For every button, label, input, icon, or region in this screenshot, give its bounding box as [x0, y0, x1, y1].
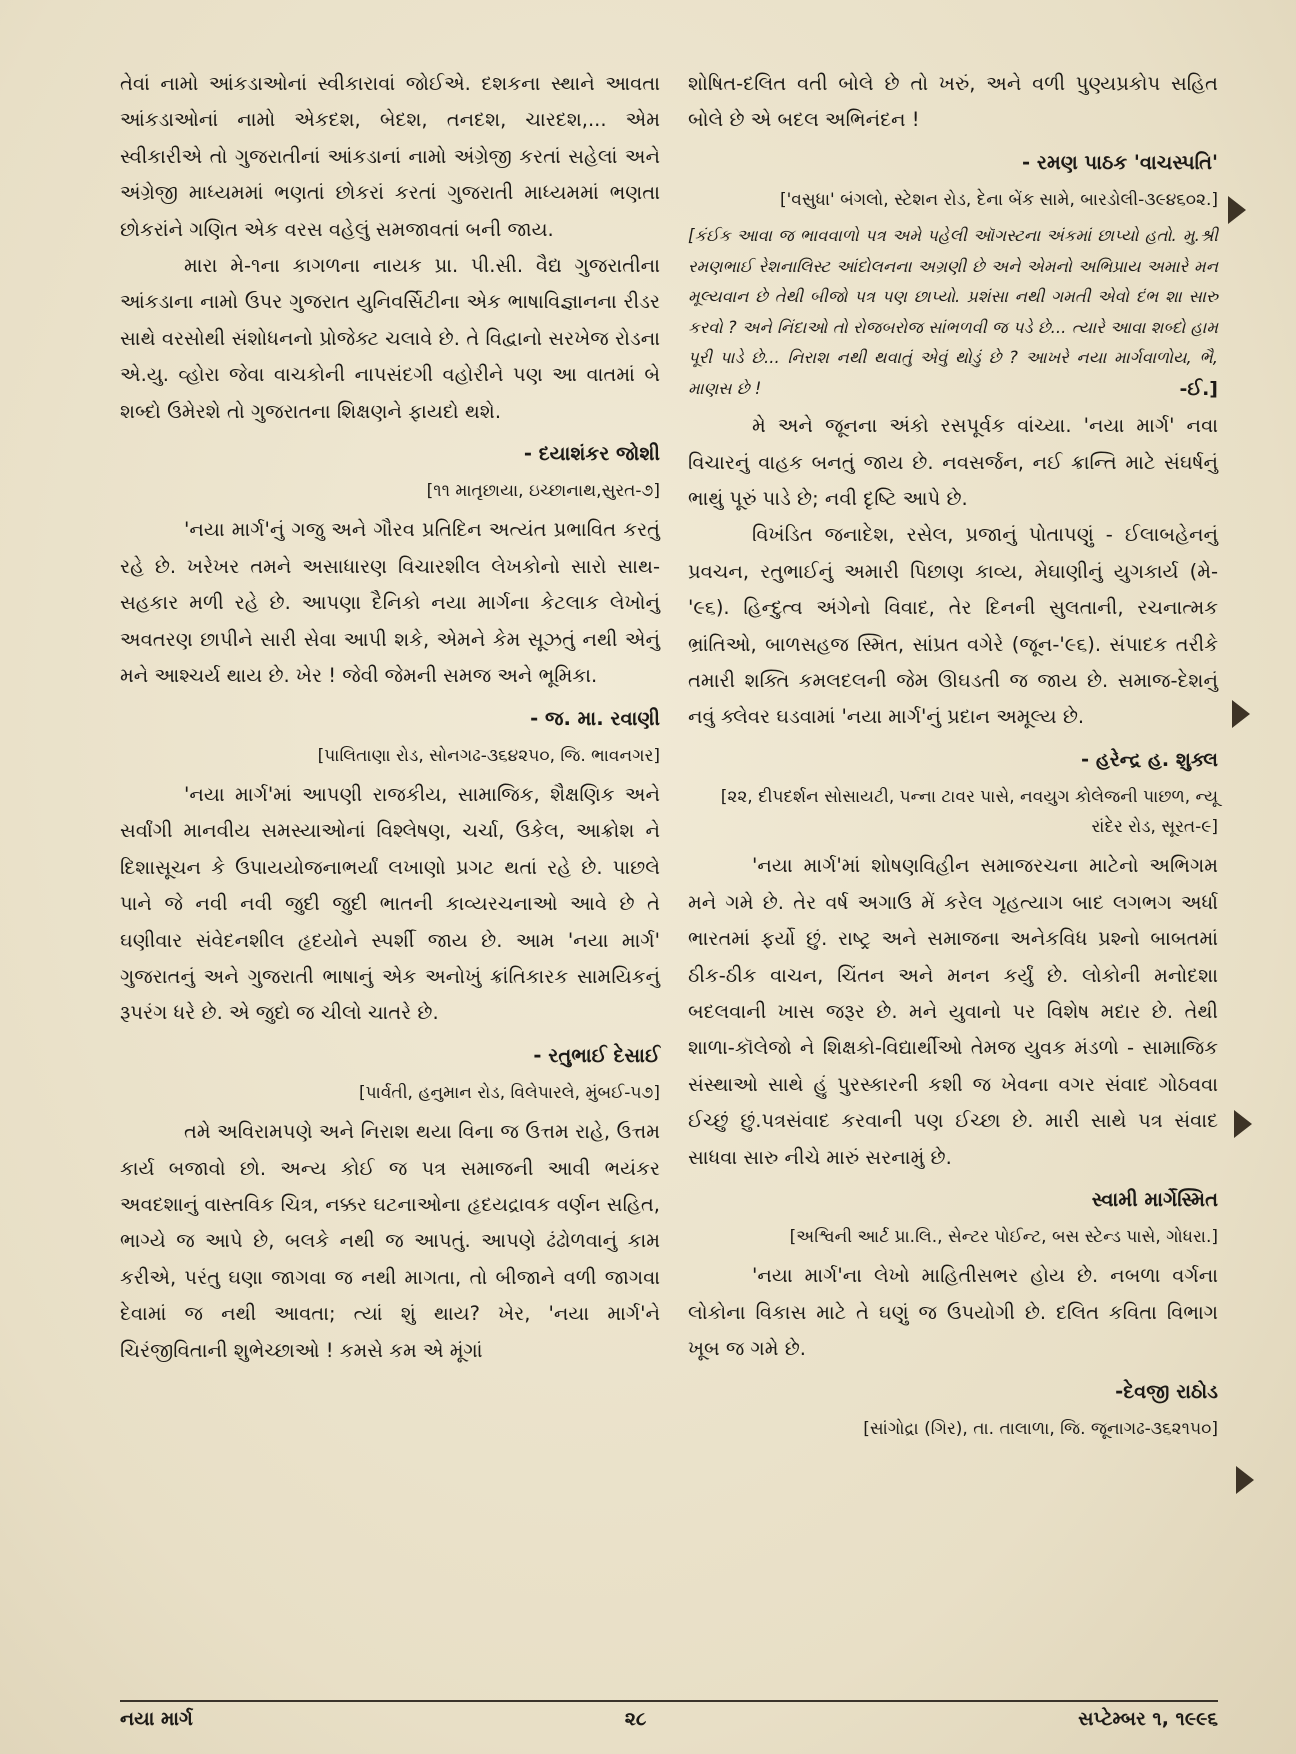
editor-note-text: [કંઈક આવા જ ભાવવાળો પત્ર અમે પહેલી ઑગસ્ટના અંકમાં છાપ્યો હતો. મુ.શ્રી રમણભાઈ રેશનાલિસ્ટ આંદોલનના અગ્રણી છે અને એમનો અભિપ્રાય અમારે મન મૂલ્યવાન છે તેથી બીજો પત્ર પણ છાપ્યો. પ્રશંસા નથી ગમતી એવો દંભ શા સારુ કરવો ? અને નિંદાઓ તો રોજબરોજ સાંભળવી જ પડે છે... ત્યારે આવા શબ્દો હામ પૂરી પાડે છે... નિરાશ નથી થવાતું એવું થોડું છે ? આખરે નયા માર્ગવાળોય, ભૈ, માણસ છે !	[688, 226, 1218, 398]
letter-paragraph: શોષિત-દલિત વતી બોલે છે તો ખરું, અને વળી પુણ્યપ્રકોપ સહિત બોલે છે એ બદલ અભિનંદન !	[688, 72, 1218, 132]
footer-title: નયા માર્ગ	[120, 1708, 193, 1730]
letter-address: [સાંગોદ્રા (ગિર), તા. તાલાળા, જિ. જૂનાગઢ-૩૬૨૧૫૦]	[863, 1418, 1218, 1439]
letter-paragraph: 'નયા માર્ગ'નું ગજુ અને ગૌરવ પ્રતિદિન અત્યંત પ્રભાવિત કરતું રહે છે. ખરેખર તમને અસાધારણ વિચારશીલ લેખકોનો સારો સાથ-સહકાર મળી રહે છે. આપણા દૈનિકો નયા માર્ગના કેટલાક લેખોનું અવતરણ છાપીને સારી સેવા આપી શકે, એમને કેમ સૂઝતું નથી એનું મને આશ્ચર્ય થાય છે. ખેર ! જેવી જેમની સમજ અને ભૂમિકા.	[120, 518, 660, 688]
letter-signature: - હરેન્દ્ર હ. શુક્લ	[1080, 747, 1218, 771]
letter-paragraph: મારા મે-૧ના કાગળના નાયક પ્રા. પી.સી. વૈદ્ય ગુજરાતીના આંકડાના નામો ઉપર ગુજરાત યુનિવર્સિટીના એક ભાષાવિજ્ઞાનના રીડર સાથે વરસોથી સંશોધનનો પ્રોજેક્ટ ચલાવે છે. તે વિદ્વાનો સરખેજ રોડના એ.યુ. વ્હોરા જેવા વાચકોની નાપસંદગી વહોરીને પણ આ વાતમાં બે શબ્દો ઉમેરશે તો ગુજરાતના શિક્ષણને ફાયદો થશે.	[120, 254, 660, 423]
letter-paragraph: 'નયા માર્ગ'માં શોષણવિહીન સમાજરચના માટેનો અભિગમ મને ગમે છે. તેર વર્ષ અગાઉ મેં કરેલ ગૃહત્યાગ બાદ લગભગ અર્ધા ભારતમાં ફર્યો છું. રાષ્ટ્ર અને સમાજના અનેકવિધ પ્રશ્નો બાબતમાં ઠીક-ઠીક વાચન, ચિંતન અને મનન કર્યું છે. લોકોની મનોદશા બદલવાની ખાસ જરૂર છે. મને યુવાનો પર વિશેષ મદાર છે. તેથી શાળા-કૉલેજો ને શિક્ષકો-વિદ્યાર્થીઓ તેમજ યુવક મંડળો - સામાજિક સંસ્થાઓ સાથે હું પુરસ્કારની કશી જ ખેવના વગર સંવાદ ગોઠવવા ઈચ્છું છું.પત્રસંવાદ કરવાની પણ ઈચ્છા છે. મારી સાથે પત્ર સંવાદ સાધવા સારુ નીચે મારું સરનામું છે.	[688, 854, 1218, 1169]
page-footer	[120, 1708, 1218, 1730]
letter-paragraph: 'નયા માર્ગ'માં આપણી રાજકીય, સામાજિક, શૈક્ષણિક અને સર્વાંગી માનવીય સમસ્યાઓનાં વિશ્લેષણ, ચર્ચા, ઉકેલ, આક્રોશ ને દિશાસૂચન કે ઉપાયયોજનાભર્યાં લખાણો પ્રગટ થતાં રહે છે. પાછલે પાને જે નવી નવી જુદી જુદી ભાતની કાવ્યરચનાઓ આવે છે તે ઘણીવાર સંવેદનશીલ હૃદયોને સ્પર્શી જાય છે. આમ 'નયા માર્ગ' ગુજરાતનું અને ગુજરાતી ભાષાનું એક અનોખું ક્રાંતિકારક સામયિકનું રૂપરંગ ધરે છે. એ જુદો જ ચીલો ચાતરે છે.	[120, 782, 660, 1025]
page-number: ૨૮	[624, 1708, 647, 1730]
letter-address: [૧૧ માતૃછાયા, ઇચ્છાનાથ,સુરત-૭]	[426, 481, 660, 502]
letter-signature: - રતુભાઈ દેસાઈ	[533, 1043, 660, 1067]
letter-signature: - રમણ પાઠક 'વાચસ્પતિ'	[1022, 150, 1218, 174]
issue-date: સપ્ટેમ્બર ૧, ૧૯૯૬	[1078, 1708, 1218, 1730]
letter-paragraph: 'નયા માર્ગ'ના લેખો માહિતીસભર હોય છે. નબળા વર્ગના લોકોના વિકાસ માટે તે ઘણું જ ઉપયોગી છે. દલિત કવિતા વિભાગ ખૂબ જ ગમે છે.	[688, 1264, 1218, 1361]
right-column	[688, 66, 1218, 1450]
letter-address: [પાર્વતી, હનુમાન રોડ, વિલેપારલે, મુંબઈ-૫૭]	[359, 1083, 660, 1104]
letter-signature: - દયાશંકર જોશી	[523, 442, 660, 466]
page-tear-mark	[1236, 1466, 1254, 1494]
editor-note-mark: -ઈ.]	[1179, 377, 1218, 400]
page-tear-mark	[1234, 1110, 1252, 1138]
left-column	[120, 66, 660, 1369]
letter-address: [૨૨, દીપદર્શન સોસાયટી, પન્ના ટાવર પાસે, નવયુગ કોલેજની પાછળ, ન્યૂ રાંદેર રોડ, સૂરત-૯]	[720, 787, 1218, 838]
page-tear-mark	[1232, 700, 1250, 728]
letter-paragraph: તમે અવિરામપણે અને નિરાશ થયા વિના જ ઉત્તમ રાહે, ઉત્તમ કાર્ય બજાવો છો. અન્ય કોઈ જ પત્ર સમાજની આવી ભયંકર અવદશાનું વાસ્તવિક ચિત્ર, નક્કર ઘટનાઓના હૃદયદ્રાવક વર્ણન સહિત, ભાગ્યે જ આપે છે, બલકે નથી જ આપતું. આપણે ઢંઢોળવાનું કામ કરીએ, પરંતુ ઘણા જાગવા જ નથી માગતા, તો બીજાને વળી જાગવા દેવામાં જ નથી આવતા; ત્યાં શું થાય? ખેર, 'નયા માર્ગ'ને ચિરંજીવિતાની શુભેચ્છાઓ ! કમસે કમ એ મૂંગાં	[120, 1120, 660, 1362]
letter-paragraph: વિખંડિત જનાદેશ, રસેલ, પ્રજાનું પોતાપણું - ઈલાબહેનનું પ્રવચન, રતુભાઈનું અમારી પિછાણ કાવ્ય, મેઘાણીનું યુગકાર્ય (મે-'૯૬). હિન્દુત્વ અંગેનો વિવાદ, તેર દિનની સુલતાની, રચનાત્મક ભ્રાંતિઓ, બાળસહજ સ્મિત, સાંપ્રત વગેરે (જૂન-'૯૬). સંપાદક તરીકે તમારી શક્તિ કમલદલની જેમ ઊઘડતી જ જાય છે. સમાજ-દેશનું નવું ક્લેવર ઘડવામાં 'નયા માર્ગ'નું પ્રદાન અમૂલ્ય છે.	[688, 523, 1218, 729]
footer-rule	[120, 1700, 1218, 1702]
letter-address: ['વસુધા' બંગલો, સ્ટેશન રોડ, દેના બેંક સામે, બારડોલી-૩૯૪૬૦૨.]	[779, 190, 1218, 211]
page-tear-mark	[1228, 196, 1246, 224]
letter-address: [પાલિતાણા રોડ, સોનગઢ-૩૬૪૨૫૦, જિ. ભાવનગર]	[317, 745, 660, 766]
letter-paragraph: તેવાં નામો આંકડાઓનાં સ્વીકારાવાં જોઈએ. દશકના સ્થાને આવતા આંકડાઓનાં નામો એકદશ, બેદશ, તનદશ, ચારદશ,... એમ સ્વીકારીએ તો ગુજરાતીનાં આંકડાનાં નામો અંગ્રેજી કરતાં સહેલાં અને અંગ્રેજી માધ્યમમાં ભણતાં છોકરાં કરતાં ગુજરાતી માધ્યમમાં ભણતા છોકરાંને ગણિત એક વરસ વહેલું સમજાવતાં બની જાય.	[120, 72, 660, 241]
letter-signature: - જ. મા. રવાણી	[530, 706, 660, 730]
letter-signature: સ્વામી માર્ગેસ્મિત	[1091, 1187, 1218, 1211]
letter-paragraph: મે અને જૂનના અંકો રસપૂર્વક વાંચ્યા. 'નયા માર્ગ' નવા વિચારનું વાહક બનતું જાય છે. નવસર્જન, નઈ ક્રાન્તિ માટે સંઘર્ષનું ભાથું પૂરું પાડે છે; નવી દૃષ્ટિ આપે છે.	[688, 414, 1218, 511]
editor-note	[688, 221, 1218, 404]
letter-address: [અશ્વિની આર્ટ પ્રા.લિ., સેન્ટર પોઈન્ટ, બસ સ્ટેન્ડ પાસે, ગોધરા.]	[789, 1227, 1218, 1248]
letter-signature: -દેવજી રાઠોડ	[1115, 1379, 1218, 1403]
